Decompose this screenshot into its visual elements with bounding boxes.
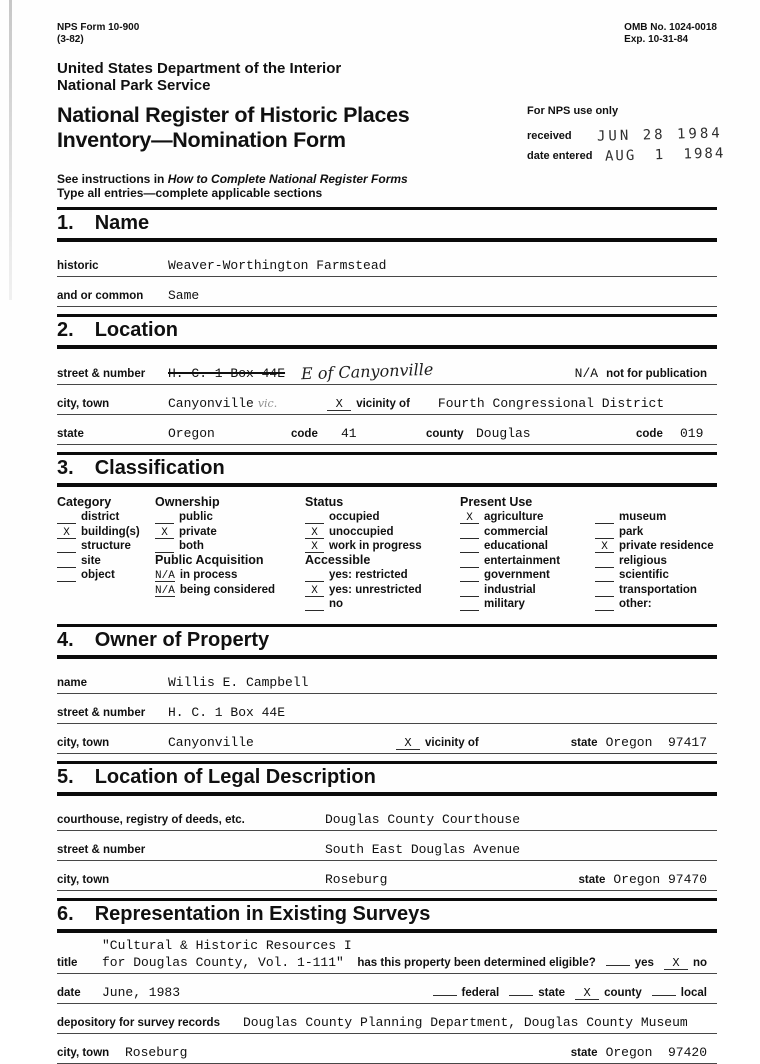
legal-state-value: Oregon 97470	[613, 872, 707, 887]
checkbox-mark: X	[155, 529, 174, 539]
legal-city-label: city, town	[57, 874, 110, 886]
form-revision: (3-82)	[57, 34, 84, 45]
not-for-publication-label: not for publication	[606, 368, 707, 380]
city-label: city, town	[57, 398, 110, 410]
section-1-title: Name	[94, 212, 150, 234]
present-use-column-2	[595, 495, 717, 611]
section-3-heading: 3. Classification	[57, 452, 717, 487]
historic-value: Weaver-Worthington Farmstead	[168, 258, 387, 273]
checkbox-yes-restricted: yes: restricted	[305, 568, 460, 583]
checkbox-mark: X	[460, 514, 479, 524]
status-column	[305, 495, 460, 611]
section-4-heading: 4. Owner of Property	[57, 624, 717, 659]
checkbox-park: park	[595, 524, 717, 539]
legal-street-value: South East Douglas Avenue	[325, 842, 521, 857]
instructions-line2: Type all entries—complete applicable sections	[57, 186, 323, 200]
checkbox-work-in-progress: X work in progress	[305, 539, 460, 554]
county-label: county	[426, 428, 464, 440]
nps-use-label: For NPS use only	[527, 105, 619, 117]
owner-city-label: city, town	[57, 737, 110, 749]
checkbox-mark	[595, 581, 614, 582]
code-value: 41	[341, 426, 357, 441]
checkbox-industrial: industrial	[460, 582, 595, 597]
field-state-county	[57, 426, 717, 445]
section-6-title: Representation in Existing Surveys	[94, 903, 431, 925]
checkbox-mark	[460, 538, 479, 539]
field-historic-name	[57, 258, 717, 277]
county-mark: X	[575, 988, 599, 1000]
courthouse-value: Douglas County Courthouse	[325, 812, 521, 827]
owner-name-value: Willis E. Campbell	[168, 675, 309, 690]
date-entered-label: date entered	[527, 150, 593, 162]
field-legal-street	[57, 842, 717, 861]
nps-use-box	[527, 103, 726, 167]
form-number: NPS Form 10-900	[57, 22, 140, 33]
federal-mark	[433, 995, 457, 996]
code-label: code	[291, 428, 318, 440]
scan-edge-artifact	[9, 0, 12, 300]
section-3-title: Classification	[94, 457, 225, 479]
section-4-title: Owner of Property	[94, 629, 270, 651]
field-survey-city	[57, 1045, 717, 1064]
vicinity-label: vicinity of	[356, 398, 410, 410]
owner-street-label: street & number	[57, 707, 146, 719]
section-2-title: Location	[94, 319, 179, 341]
eligible-no-label: no	[692, 957, 707, 969]
form-header-top	[57, 22, 717, 46]
checkbox-mark: N/A	[155, 570, 175, 582]
instructions-line1: See instructions in How to Complete National Register Forms	[57, 172, 408, 186]
checkbox-commercial: commercial	[460, 524, 595, 539]
present-use-column-1	[460, 495, 595, 611]
form-title-line1: National Register of Historic Places	[57, 103, 410, 127]
ownership-header: Ownership	[155, 495, 220, 509]
checkbox-transportation: transportation	[595, 582, 717, 597]
city-value: Canyonville	[168, 396, 254, 411]
checkbox-mark	[460, 567, 479, 568]
omb-block	[624, 22, 717, 46]
checkbox-mark	[595, 610, 614, 611]
checkbox-government: government	[460, 568, 595, 583]
field-survey-date	[57, 985, 717, 1004]
date-entered-stamp: AUG 1 1984	[604, 145, 726, 165]
checkbox-object: object	[57, 568, 155, 583]
accessible-header: Accessible	[305, 553, 371, 567]
received-label: received	[527, 130, 572, 142]
survey-city-value: Roseburg	[125, 1045, 188, 1060]
field-courthouse	[57, 812, 717, 831]
code2-label: code	[636, 428, 663, 440]
state-survey-label: state	[538, 987, 566, 999]
field-owner-city	[57, 735, 717, 754]
street-value-struck: H. C. 1 Box 44E	[168, 366, 286, 381]
checkbox-mark: X	[305, 543, 324, 553]
vicinity-value: Fourth Congressional District	[437, 396, 665, 411]
state-value: Oregon	[168, 426, 215, 441]
owner-vicinity-label: vicinity of	[425, 737, 479, 749]
checkbox-mark	[595, 538, 614, 539]
field-owner-name	[57, 675, 717, 694]
checkbox-mark	[595, 596, 614, 597]
survey-title-line2: for Douglas County, Vol. 1-111"	[102, 955, 344, 970]
checkbox-mark	[57, 552, 76, 553]
checkbox-site: site	[57, 553, 155, 568]
checkbox-unoccupied: X unoccupied	[305, 524, 460, 539]
survey-city-label: city, town	[57, 1047, 110, 1059]
common-value: Same	[168, 288, 200, 303]
legal-state-label: state	[578, 874, 606, 886]
state-survey-mark	[509, 995, 533, 996]
checkbox-mark	[305, 523, 324, 524]
checkbox-private: X private	[155, 524, 305, 539]
checkbox-mark	[460, 552, 479, 553]
owner-vicinity-checkbox-mark: X	[396, 738, 420, 750]
survey-state-label: state	[570, 1047, 598, 1059]
field-legal-city	[57, 872, 717, 891]
checkbox-military: military	[460, 597, 595, 612]
checkbox-educational: educational	[460, 539, 595, 554]
survey-date-label: date	[57, 987, 81, 999]
legal-street-label: street & number	[57, 844, 146, 856]
street-label: street & number	[57, 368, 146, 380]
department-title: United States Department of the Interior	[57, 60, 342, 77]
historic-label: historic	[57, 260, 99, 272]
checkbox-public: public	[155, 510, 305, 525]
checkbox-in-process: N/A in process	[155, 569, 238, 582]
checkbox-religious: religious	[595, 553, 717, 568]
status-header: Status	[305, 495, 344, 509]
received-date-stamp: JUN 28 1984	[596, 125, 723, 145]
checkbox-mark: N/A	[155, 584, 175, 597]
checkbox-mark	[305, 581, 324, 582]
federal-label: federal	[461, 987, 500, 999]
checkbox-scientific: scientific	[595, 568, 717, 583]
survey-title-line1: "Cultural & Historic Resources I	[102, 938, 352, 953]
field-depository	[57, 1015, 717, 1034]
checkbox-yes-unrestricted: X yes: unrestricted	[305, 582, 460, 597]
checkbox-mark: X	[595, 543, 614, 553]
public-acquisition-header: Public Acquisition	[155, 553, 264, 567]
checkbox-mark	[460, 596, 479, 597]
eligible-yes-mark	[606, 965, 630, 966]
checkbox-mark	[460, 610, 479, 611]
checkbox-mark	[57, 581, 76, 582]
checkbox-both: both	[155, 539, 305, 554]
classification-grid	[57, 495, 717, 617]
checkbox-private-residence: X private residence	[595, 539, 717, 554]
county-value: Douglas	[476, 426, 531, 441]
owner-state-value: Oregon 97417	[605, 735, 707, 750]
checkbox-mark	[595, 523, 614, 524]
owner-city-value: Canyonville	[168, 735, 254, 750]
checkbox-district: district	[57, 510, 155, 525]
street-handwritten-note: E of Canyonville	[300, 359, 434, 384]
section-2-heading: 2. Location	[57, 314, 717, 349]
city-handwritten-note: vic.	[257, 397, 278, 410]
checkbox-mark	[155, 523, 174, 524]
owner-street-value: H. C. 1 Box 44E	[168, 705, 286, 720]
category-header: Category	[57, 495, 112, 509]
instructions	[57, 172, 717, 200]
form-title-line2: Inventory—Nomination Form	[57, 128, 346, 152]
checkbox-museum: museum	[595, 510, 717, 525]
checkbox-mark	[460, 581, 479, 582]
vicinity-checkbox-mark: X	[327, 399, 351, 411]
checkbox-mark: X	[305, 587, 324, 597]
field-owner-street	[57, 705, 717, 724]
present-use-header: Present Use	[460, 495, 533, 509]
checkbox-mark	[57, 523, 76, 524]
section-5-title: Location of Legal Description	[94, 766, 376, 788]
checkbox-occupied: occupied	[305, 510, 460, 525]
legal-city-value: Roseburg	[325, 872, 388, 887]
checkbox-other: other:	[595, 597, 717, 612]
checkbox-agriculture: X agriculture	[460, 510, 595, 525]
state-label: state	[57, 428, 84, 440]
not-for-publication-mark: N/A	[574, 366, 599, 381]
code2-value: 019	[680, 426, 704, 441]
field-street-number	[57, 359, 717, 385]
category-column	[57, 495, 155, 611]
survey-date-value: June, 1983	[102, 985, 181, 1000]
depository-value: Douglas County Planning Department, Douglas County Museum	[243, 1015, 688, 1030]
local-mark	[652, 995, 676, 996]
county-survey-label: county	[604, 987, 642, 999]
field-survey-title	[57, 955, 717, 974]
field-common-name	[57, 288, 717, 307]
survey-state-value: Oregon 97420	[605, 1045, 707, 1060]
local-label: local	[680, 987, 707, 999]
checkbox-no: no	[305, 597, 460, 612]
section-1-heading: 1. Name	[57, 207, 717, 242]
form-number-block	[57, 22, 139, 46]
checkbox-structure: structure	[57, 539, 155, 554]
eligible-question: has this property been determined eligible?	[357, 957, 596, 969]
omb-number: OMB No. 1024-0018	[624, 22, 717, 33]
checkbox-mark	[57, 567, 76, 568]
omb-expiration: Exp. 10-31-84	[624, 34, 689, 45]
courthouse-label: courthouse, registry of deeds, etc.	[57, 814, 245, 826]
owner-state-label: state	[570, 737, 598, 749]
depository-label: depository for survey records	[57, 1017, 220, 1029]
agency-title: National Park Service	[57, 77, 211, 94]
checkbox-mark	[305, 610, 324, 611]
checkbox-mark: X	[305, 529, 324, 539]
checkbox-mark: X	[57, 529, 76, 539]
checkbox-entertainment: entertainment	[460, 553, 595, 568]
checkbox-buildings: X building(s)	[57, 524, 155, 539]
checkbox-being-considered: N/A being considered	[155, 583, 276, 597]
field-city-town	[57, 396, 717, 415]
checkbox-mark	[595, 567, 614, 568]
section-6-heading: 6. Representation in Existing Surveys	[57, 898, 717, 933]
ownership-column	[155, 495, 305, 611]
owner-name-label: name	[57, 677, 88, 689]
instructions-manual-title: How to Complete National Register Forms	[167, 172, 408, 186]
common-label: and or common	[57, 290, 144, 302]
survey-title-label: title	[57, 957, 78, 969]
eligible-yes-label: yes	[634, 957, 654, 969]
section-5-heading: 5. Location of Legal Description	[57, 761, 717, 796]
form-title	[57, 103, 527, 167]
eligible-no-mark: X	[664, 958, 688, 970]
